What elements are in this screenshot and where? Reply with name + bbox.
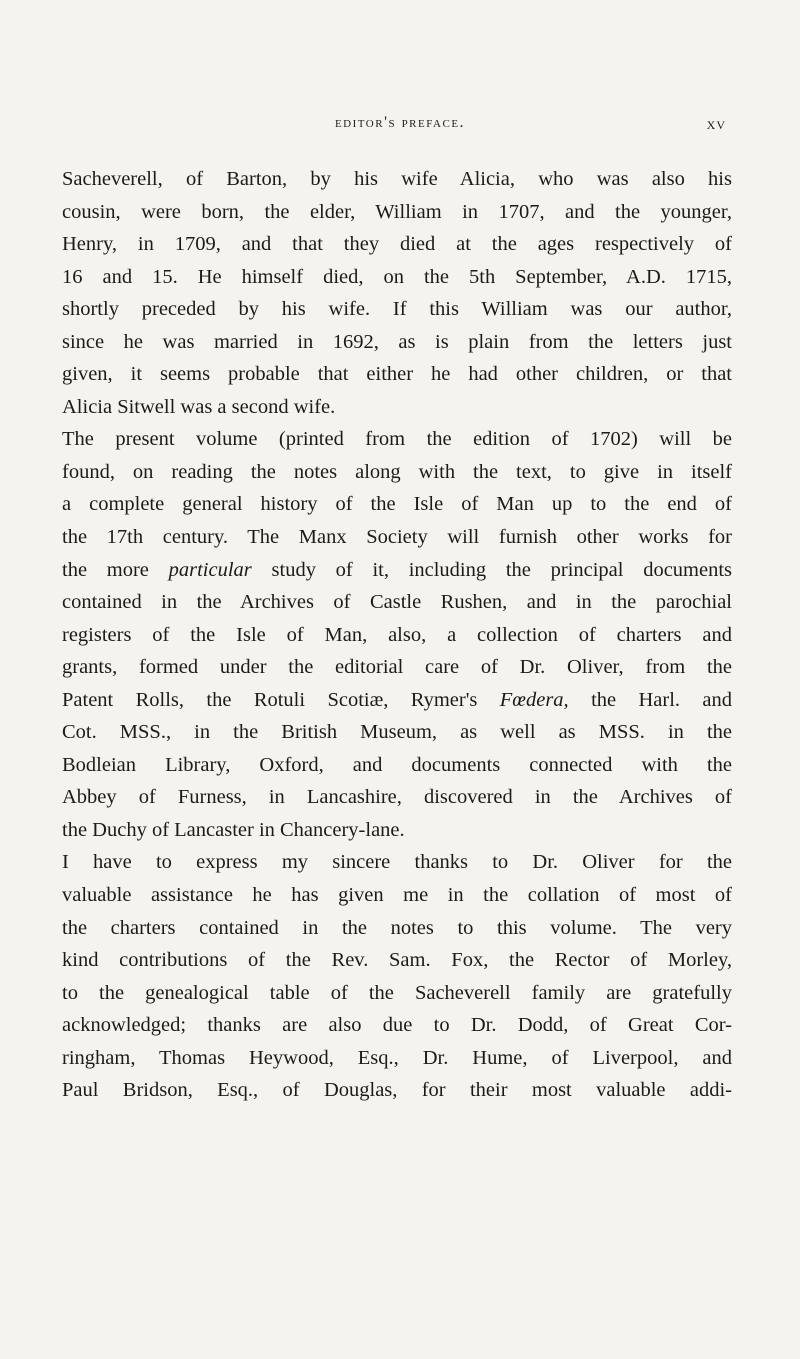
text-line-mixed <box>62 684 732 717</box>
body-text <box>62 163 732 1107</box>
text-line: Paul Bridson, Esq., of Douglas, for their most valuable addi- <box>62 1079 732 1102</box>
text-line: kind contributions of the Rev. Sam. Fox, the Rector of Morley, <box>62 949 732 972</box>
text-line: cousin, were born, the elder, William in 1707, and the younger, <box>62 200 732 223</box>
text-line: shortly preceded by his wife. If this William was our author, <box>62 298 732 321</box>
text-line: registers of the Isle of Man, also, a collection of charters and <box>62 623 732 646</box>
text-line: 16 and 15. He himself died, on the 5th September, A.D. 1715, <box>62 265 732 288</box>
text-line: Alicia Sitwell was a second wife. <box>62 395 336 418</box>
text-line: the charters contained in the notes to this volume. The very <box>62 916 732 939</box>
text-line: found, on reading the notes along with the text, to give in itself <box>62 460 732 483</box>
text-line: The present volume (printed from the edition of 1702) will be <box>62 428 732 451</box>
text-line: acknowledged; thanks are also due to Dr. Dodd, of Great Cor- <box>62 1014 732 1037</box>
text-line: Sacheverell, of Barton, by his wife Alicia, who was also his <box>62 168 732 190</box>
text-line: since he was married in 1692, as is plain from the letters just <box>62 330 732 353</box>
text-line: Cot. MSS., in the British Museum, as well as MSS. in the <box>62 721 732 744</box>
paragraph-1 <box>62 163 732 423</box>
text-line: to the genealogical table of the Sacheverell family are gratefully <box>62 981 732 1004</box>
text-segment: study of it, including the principal documents <box>271 558 732 581</box>
paragraph-2 <box>62 423 732 846</box>
text-line: Abbey of Furness, in Lancashire, discovered in the Archives of <box>62 786 732 809</box>
text-line: the 17th century. The Manx Society will furnish other works for <box>62 526 732 549</box>
italic-word: Fœdera, <box>499 688 569 711</box>
text-line: Henry, in 1709, and that they died at the ages respectively of <box>62 233 732 256</box>
text-line: contained in the Archives of Castle Rushen, and in the parochial <box>62 591 732 614</box>
text-line: ringham, Thomas Heywood, Esq., Dr. Hume, of Liverpool, and <box>62 1046 732 1069</box>
page-header <box>0 114 800 144</box>
text-segment: the Harl. and <box>591 688 732 711</box>
page-number: xv <box>706 114 726 133</box>
text-line: I have to express my sincere thanks to Dr. Oliver for the <box>62 851 732 874</box>
text-line: the Duchy of Lancaster in Chancery-lane. <box>62 818 405 841</box>
text-line: a complete general history of the Isle of Man up to the end of <box>62 493 732 516</box>
paragraph-3 <box>62 846 732 1106</box>
text-line: grants, formed under the editorial care of Dr. Oliver, from the <box>62 656 732 679</box>
text-line: valuable assistance he has given me in the collation of most of <box>62 884 732 907</box>
italic-word: particular <box>168 558 252 581</box>
text-line: Bodleian Library, Oxford, and documents connected with the <box>62 753 732 776</box>
text-line-mixed <box>62 554 732 587</box>
text-segment: the more <box>62 558 149 581</box>
text-segment: Patent Rolls, the Rotuli Scotiæ, Rymer's <box>62 688 478 711</box>
text-line: given, it seems probable that either he had other children, or that <box>62 363 732 386</box>
running-head: editor's preface. <box>334 114 466 131</box>
